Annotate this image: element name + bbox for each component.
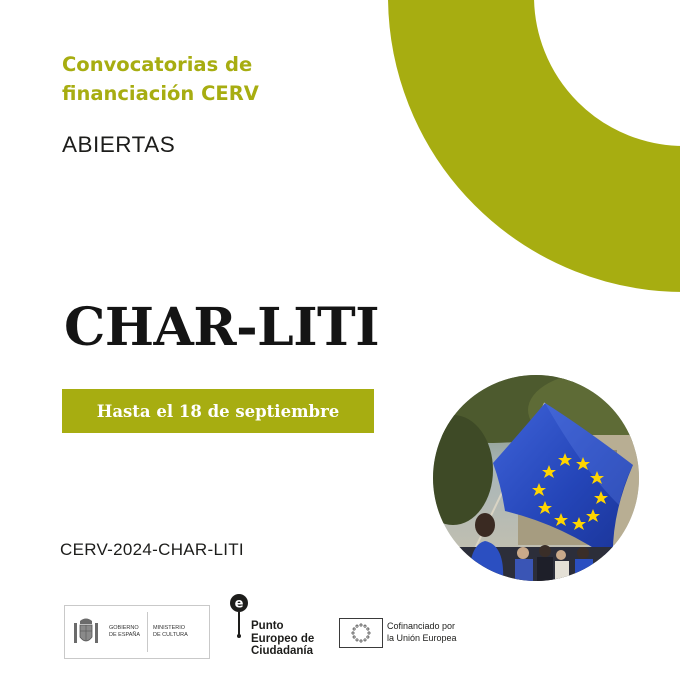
subtitle-line-2: financiación CERV bbox=[62, 82, 259, 105]
pec-line-2: Europeo de bbox=[251, 632, 315, 645]
eu-flag-icon bbox=[339, 618, 383, 648]
punto-europeo-text bbox=[251, 620, 314, 658]
ministerio-line-2: DE CULTURA bbox=[153, 632, 188, 638]
subtitle-line-1: Convocatorias de bbox=[62, 53, 253, 76]
gobierno-line-1: GOBIERNO bbox=[109, 625, 139, 631]
call-code: CERV-2024-CHAR-LITI bbox=[60, 540, 244, 559]
ministerio-line-1: MINISTERIO bbox=[153, 625, 186, 631]
page-title: CHAR-LITI bbox=[64, 297, 380, 358]
eu-flag-crowd-photo bbox=[433, 375, 639, 581]
spanish-coat-of-arms-icon bbox=[65, 606, 107, 658]
pec-line-1: Punto bbox=[251, 620, 284, 632]
eu-line-1: Cofinanciado por bbox=[387, 621, 456, 631]
gobierno-text bbox=[107, 606, 147, 658]
status-label: ABIERTAS bbox=[62, 132, 176, 157]
svg-text:e: e bbox=[234, 596, 244, 612]
gobierno-line-2: DE ESPAÑA bbox=[109, 632, 141, 638]
deadline-banner: Hasta el 18 de septiembre bbox=[62, 389, 374, 433]
calls-subtitle bbox=[62, 50, 392, 108]
pec-line-3: Ciudadanía bbox=[251, 645, 313, 657]
gobierno-ministerio-logo bbox=[64, 605, 210, 659]
location-pin-e-icon bbox=[229, 593, 249, 639]
ministerio-text bbox=[148, 606, 209, 658]
eu-line-2: la Unión Europea bbox=[387, 632, 457, 643]
decorative-arc bbox=[388, 0, 680, 292]
eu-cofunding-text bbox=[387, 621, 457, 644]
